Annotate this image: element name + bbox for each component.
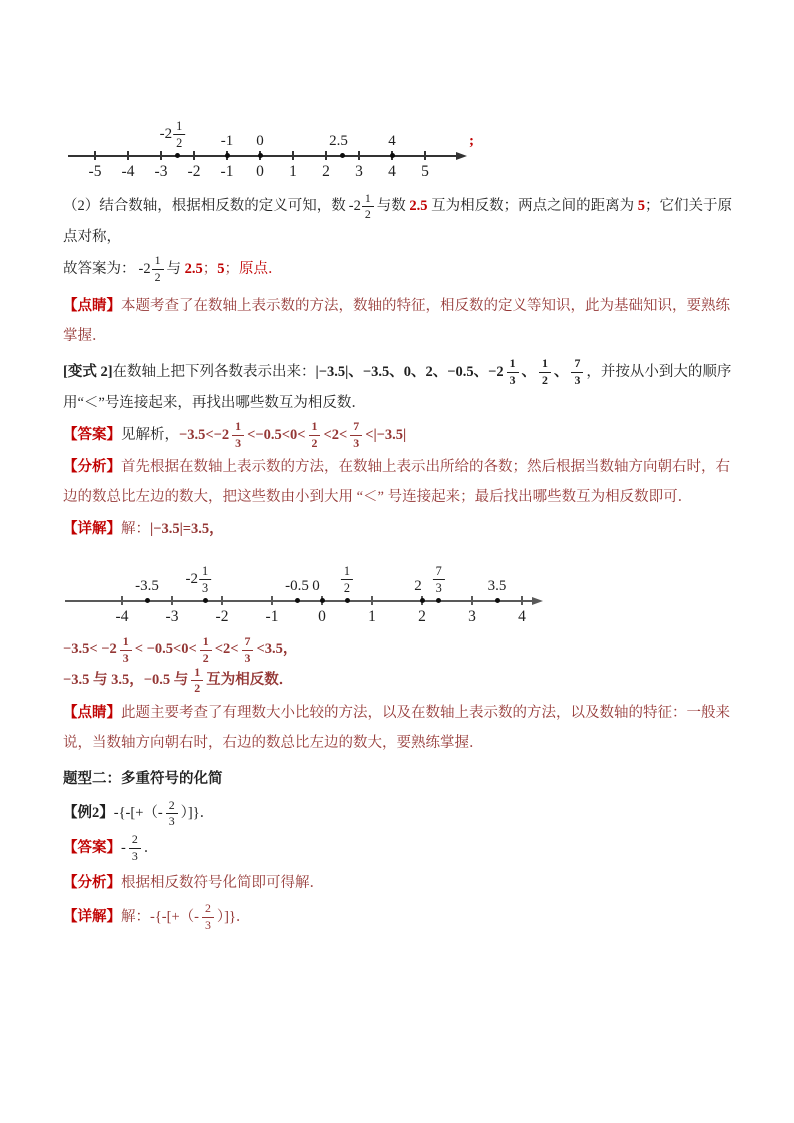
point-dot bbox=[390, 153, 395, 158]
fraction: $\frac{2}{3}$ bbox=[166, 799, 178, 829]
text-run: 2.5 bbox=[184, 260, 203, 277]
tick-label: 2 bbox=[418, 608, 426, 626]
point-dot bbox=[295, 598, 300, 603]
paragraph-opposites bbox=[63, 665, 736, 696]
text-run: ； bbox=[202, 260, 218, 277]
text-run: <|−3.5| bbox=[365, 426, 407, 443]
text-run: 、 bbox=[553, 363, 569, 380]
tick-label: 0 bbox=[318, 608, 326, 626]
text-run: ；它们关于原点对称， bbox=[63, 198, 733, 245]
callout-answer-example2 bbox=[63, 833, 736, 864]
text-run: 【例2】 bbox=[63, 805, 114, 822]
text-run: |−3.5|=3.5， bbox=[150, 521, 224, 538]
text-run: < −0.5<0< bbox=[134, 641, 197, 658]
tick-label: 4 bbox=[388, 163, 396, 180]
point-label bbox=[388, 133, 396, 150]
text-run: 2.5 bbox=[329, 133, 348, 149]
text-run: 见解析， bbox=[121, 426, 179, 443]
text-run: 互为相反数；两点之间的距离为 bbox=[427, 198, 638, 214]
text-run: 【分析】 bbox=[63, 874, 121, 891]
text-run: ）]}． bbox=[180, 805, 215, 822]
tick-mark bbox=[271, 596, 272, 605]
point-dot bbox=[258, 153, 263, 158]
text-run: 5 bbox=[637, 198, 646, 214]
callout-dianjing-2 bbox=[63, 698, 736, 758]
number-line-2 bbox=[63, 544, 778, 634]
tick-mark bbox=[521, 596, 522, 605]
text-run: 题型二：多重符号的化简 bbox=[63, 771, 223, 788]
fraction: $\frac{1}{3}$ bbox=[120, 635, 132, 665]
tick-mark bbox=[221, 596, 222, 605]
callout-detail-variant bbox=[63, 514, 736, 544]
text-run: 首先根据在数轴上表示数的方法，在数轴上表示出所给的各数；然后根据当数轴方向朝右时，右边的数总比左边的数大，把这些数由小到大用 “＜” 号连接起来；最后找出哪些数互为相反数即可． bbox=[63, 459, 730, 506]
fraction: $\frac{1}{2}$ bbox=[200, 635, 212, 665]
point-label bbox=[432, 564, 446, 595]
point-label bbox=[488, 578, 507, 595]
text-run: −3.5 与 3.5，−0.5 与 bbox=[63, 672, 189, 689]
text-run: 故答案为： bbox=[63, 260, 136, 277]
tick-mark bbox=[94, 151, 95, 160]
text-run: 原点． bbox=[239, 260, 283, 277]
tick-label: 0 bbox=[256, 163, 264, 180]
text-run: 0 bbox=[256, 133, 264, 149]
text-run: −3.5< −2 bbox=[63, 641, 117, 658]
fraction: -2 $\frac{1}{2}$ bbox=[160, 119, 186, 150]
text-run: 【详解】 bbox=[63, 908, 121, 925]
callout-dianjing-1 bbox=[63, 291, 736, 351]
number-line-1 bbox=[63, 95, 778, 183]
tick-label: -2 bbox=[187, 163, 201, 180]
fraction: $\frac{7}{3}$ bbox=[350, 420, 362, 450]
callout-analysis-example2 bbox=[63, 868, 736, 898]
tick-label: -3 bbox=[154, 163, 168, 180]
text-run: - bbox=[121, 839, 126, 856]
callout-analysis-variant bbox=[63, 452, 736, 512]
text-run: 2 bbox=[414, 578, 422, 595]
point-dot bbox=[436, 598, 441, 603]
tick-mark bbox=[171, 596, 172, 605]
point-label bbox=[256, 133, 264, 150]
text-run: 根据相反数符号化简即可得解． bbox=[121, 874, 324, 891]
text-run: 【答案】 bbox=[63, 426, 121, 443]
point-label bbox=[221, 133, 234, 150]
text-run: [变式 2] bbox=[63, 363, 113, 380]
text-run: 与数 bbox=[376, 198, 410, 214]
text-run: 序用“＜”号连接起来，再找出哪些数互为相反数． bbox=[63, 363, 732, 411]
text-run: 解： bbox=[121, 521, 150, 538]
fraction: $\frac{1}{2}$ bbox=[309, 420, 321, 450]
text-run: 【点睛】 bbox=[63, 705, 121, 722]
section-heading-2 bbox=[63, 764, 736, 794]
tick-label: 1 bbox=[368, 608, 376, 626]
point-dot bbox=[225, 153, 230, 158]
text-run: 【详解】 bbox=[63, 521, 121, 538]
suffix-semicolon: ; bbox=[469, 133, 474, 149]
text-run: ． bbox=[143, 839, 159, 856]
fraction: $\frac{1}{3}$ bbox=[507, 357, 519, 387]
paragraph-variant-2 bbox=[63, 357, 736, 418]
text-run: -3.5 bbox=[135, 578, 159, 595]
fraction: $\frac{1}{2}$ bbox=[191, 666, 203, 696]
tick-mark bbox=[160, 151, 161, 160]
text-run: <−0.5<0< bbox=[247, 426, 306, 443]
paragraph-example-2 bbox=[63, 798, 736, 829]
text-run: 0 bbox=[312, 578, 320, 595]
tick-mark bbox=[121, 596, 122, 605]
text-run: 、 bbox=[521, 363, 537, 380]
point-dot bbox=[345, 598, 350, 603]
text-run: 2.5 bbox=[409, 198, 428, 214]
tick-mark bbox=[371, 596, 372, 605]
text-run: 本题考查了在数轴上表示数的方法，数轴的特征，相反数的定义等知识，此为基础知识，要熟练掌握． bbox=[63, 297, 730, 344]
point-label bbox=[414, 578, 422, 595]
tick-mark bbox=[127, 151, 128, 160]
point-dot bbox=[145, 598, 150, 603]
text-run: （2）结合数轴，根据相反数的定义可知，数 bbox=[63, 198, 346, 214]
fraction: $\frac{1}{2}$ bbox=[539, 357, 551, 387]
fraction: $\frac{7}{3}$ bbox=[571, 357, 583, 387]
tick-mark bbox=[424, 151, 425, 160]
point-label bbox=[329, 133, 348, 150]
tick-label: 1 bbox=[289, 163, 297, 180]
tick-mark bbox=[358, 151, 359, 160]
text-run: 【分析】 bbox=[63, 459, 121, 476]
text-run: <2< bbox=[214, 641, 239, 658]
tick-label: 2 bbox=[322, 163, 330, 180]
point-label bbox=[340, 564, 354, 595]
tick-label: -3 bbox=[165, 608, 179, 626]
callout-answer-variant bbox=[63, 420, 736, 451]
text-run: <2< bbox=[323, 426, 348, 443]
paragraph-inequality bbox=[63, 634, 736, 665]
fraction: $\frac{7}{3}$ bbox=[433, 564, 445, 595]
text-run: |−3.5|、−3.5、0、2、−0.5、−2 bbox=[315, 363, 504, 380]
tick-label: -5 bbox=[88, 163, 102, 180]
tick-label: -1 bbox=[220, 163, 234, 180]
text-run: ，并按从小到大的顺 bbox=[586, 363, 717, 380]
text-run: 5 bbox=[217, 260, 225, 277]
point-label bbox=[185, 564, 213, 595]
tick-label: -4 bbox=[115, 608, 129, 626]
point-label bbox=[312, 578, 320, 595]
text-run: -1 bbox=[220, 133, 234, 149]
point-label bbox=[135, 578, 159, 595]
point-dot bbox=[420, 598, 425, 603]
text-run: 互为相反数． bbox=[206, 672, 294, 689]
text-run: 在数轴上把下列各数表示出来： bbox=[112, 363, 316, 380]
point-dot bbox=[175, 153, 180, 158]
point-label bbox=[285, 578, 309, 595]
text-run: −3.5<−2 bbox=[179, 426, 230, 443]
tick-mark bbox=[325, 151, 326, 160]
text-run: ）]}． bbox=[216, 908, 251, 925]
fraction: $\frac{2}{3}$ bbox=[202, 902, 214, 932]
paragraph-result-2 bbox=[63, 191, 736, 252]
axis-arrow-icon bbox=[532, 597, 543, 605]
fraction: -2 $\frac{1}{3}$ bbox=[186, 564, 212, 595]
text-run: 【答案】 bbox=[63, 839, 121, 856]
text-run: 3.5 bbox=[487, 578, 507, 595]
text-run: 4 bbox=[388, 133, 396, 149]
callout-detail-example2 bbox=[63, 902, 736, 933]
point-dot bbox=[495, 598, 500, 603]
tick-mark bbox=[292, 151, 293, 160]
fraction: -2 $\frac{1}{2}$ bbox=[139, 254, 164, 284]
text-run: -{-[+（- bbox=[113, 805, 163, 822]
text-run: 解： bbox=[121, 908, 150, 925]
text-run: -0.5 bbox=[285, 578, 309, 595]
text-run: 【点睛】 bbox=[63, 297, 121, 314]
tick-label: -2 bbox=[215, 608, 229, 626]
tick-label: -4 bbox=[121, 163, 135, 180]
text-run: -{-[+（- bbox=[150, 908, 199, 925]
text-run: <3.5， bbox=[256, 641, 298, 658]
fraction: $\frac{1}{3}$ bbox=[232, 420, 244, 450]
point-dot bbox=[340, 153, 345, 158]
tick-mark bbox=[471, 596, 472, 605]
text-run: 此题主要考查了有理数大小比较的方法，以及在数轴上表示数的方法，以及数轴的特征：一般来说，当数轴方向朝右时，右边的数总比左边的数大，要熟练掌握． bbox=[63, 705, 730, 752]
tick-label: -1 bbox=[265, 608, 279, 626]
point-dot bbox=[320, 598, 325, 603]
point-label bbox=[159, 119, 187, 150]
point-dot bbox=[203, 598, 208, 603]
tick-label: 4 bbox=[518, 608, 526, 626]
fraction: $\frac{7}{3}$ bbox=[242, 635, 254, 665]
fraction: $\frac{1}{2}$ bbox=[341, 564, 353, 595]
text-run: ； bbox=[224, 260, 240, 277]
fraction: $\frac{2}{3}$ bbox=[129, 833, 141, 863]
fraction: -2 $\frac{1}{2}$ bbox=[349, 192, 374, 222]
axis-arrow-icon bbox=[456, 152, 467, 160]
tick-label: 5 bbox=[421, 163, 429, 180]
paragraph-answer-statement bbox=[63, 254, 736, 285]
tick-label: 3 bbox=[355, 163, 363, 180]
text-run: 与 bbox=[166, 260, 185, 277]
tick-label: 3 bbox=[468, 608, 476, 626]
tick-mark bbox=[193, 151, 194, 160]
